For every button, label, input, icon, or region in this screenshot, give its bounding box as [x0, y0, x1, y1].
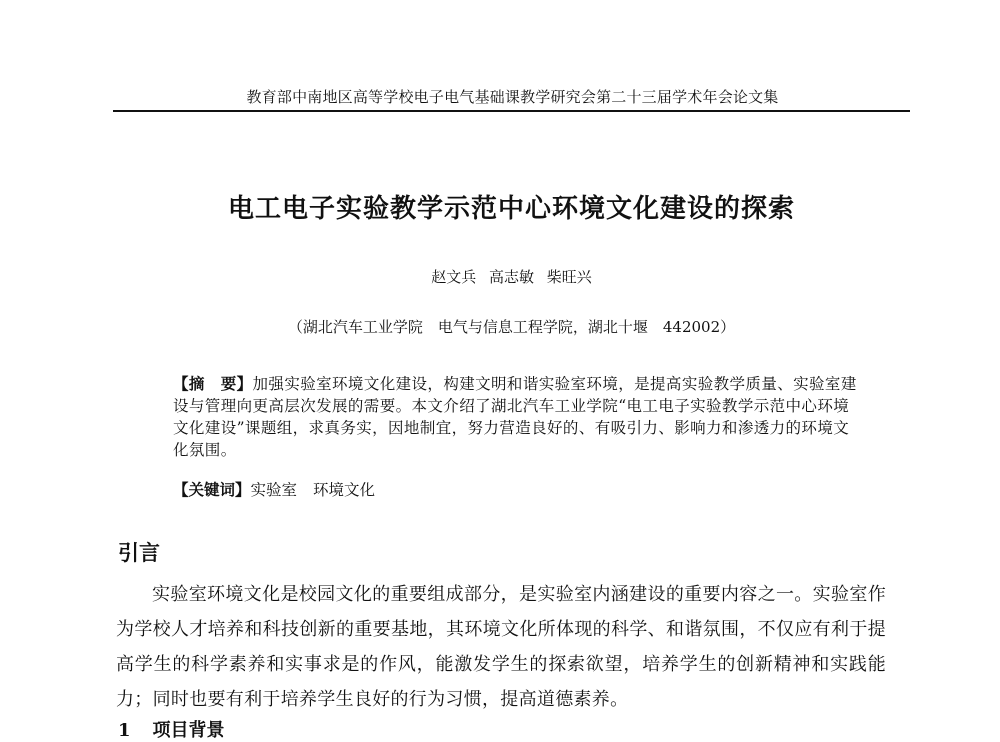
keywords-block: [173, 479, 863, 501]
abstract-block: [173, 373, 863, 461]
abstract-text: 加强实验室环境文化建设，构建文明和谐实验室环境，是提高实验教学质量、实验室建设与管理向更高层次发展的需要。本文介绍了湖北汽车工业学院“电工电子实验教学示范中心环境文化建设”课题组，求真务实，因地制宜，努力营造良好的、有吸引力、影响力和渗透力的环境文化氛围。: [173, 375, 857, 459]
keyword: 环境文化: [313, 481, 376, 499]
section-title: 项目背景: [152, 720, 225, 741]
author-name: 赵文兵: [431, 268, 477, 286]
intro-paragraph: [116, 577, 886, 717]
running-header: 教育部中南地区高等学校电子电气基础课教学研究会第二十三届学术年会论文集: [246, 88, 779, 106]
paper-title: 电工电子实验教学示范中心环境文化建设的探索: [227, 194, 795, 224]
affiliation: （湖北汽车工业学院 电气与信息工程学院，湖北十堰 442002）: [287, 318, 736, 336]
keyword: 实验室: [250, 481, 298, 499]
abstract-label: 【摘 要】: [173, 374, 253, 393]
keywords-label: 【关键词】: [173, 480, 251, 499]
section-number: 1: [118, 720, 131, 741]
author-list: [113, 266, 910, 287]
author-name: 柴旺兴: [546, 268, 592, 286]
intro-text: 实验室环境文化是校园文化的重要组成部分，是实验室内涵建设的重要内容之一。实验室作为学校人才培养和科技创新的重要基地，其环境文化所体现的科学、和谐氛围，不仅应有利于提高学生的科学素养和实事求是的作风，能激发学生的探索欲望，培养学生的创新精神和实践能力；同时也要有利于培养学生良好的行为习惯，提高道德素养。: [116, 584, 886, 710]
section-heading-introduction: 引言: [118, 541, 160, 565]
header-rule: [113, 110, 910, 112]
section-heading-background: [118, 716, 225, 742]
author-name: 高志敏: [488, 268, 534, 286]
